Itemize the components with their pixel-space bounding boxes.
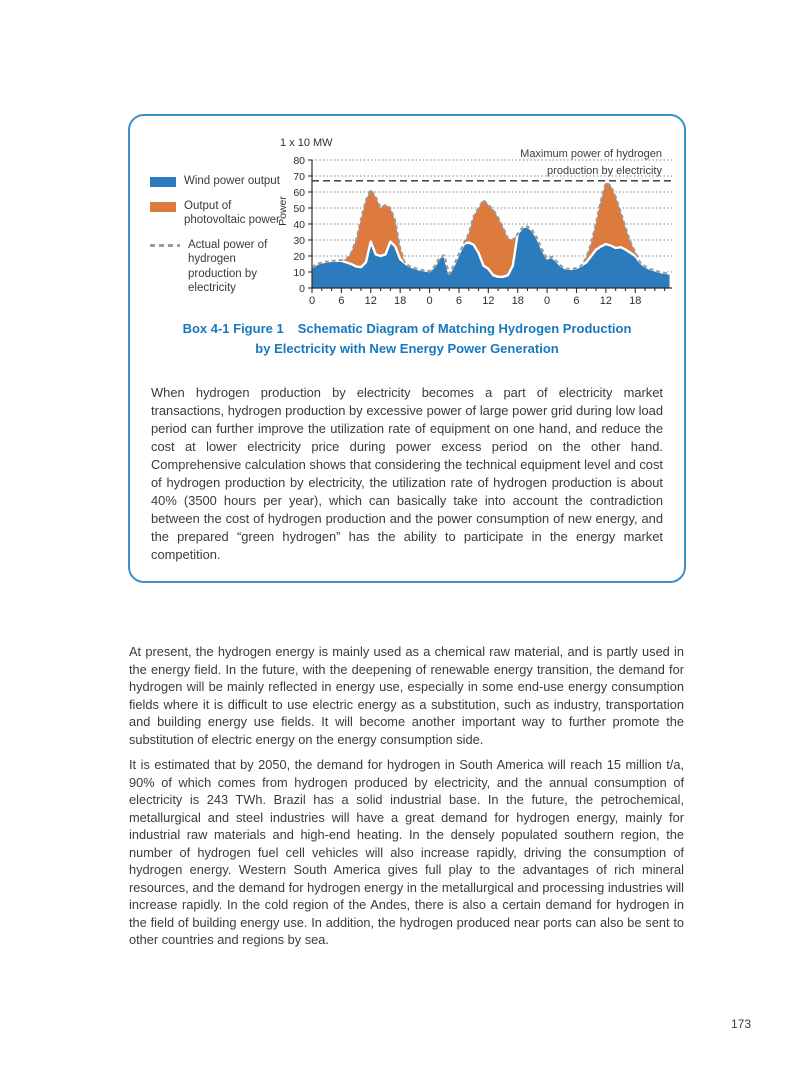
legend-label-actual: Actual power of hydrogen production by electricity: [188, 238, 268, 294]
chart-legend: [150, 174, 290, 306]
figure-box: [128, 114, 686, 583]
pv-power-swatch-icon: [150, 202, 176, 212]
svg-text:production by electricity: production by electricity: [547, 165, 662, 177]
legend-label-wind: Wind power output: [184, 175, 280, 187]
chart-area: [130, 116, 684, 316]
svg-text:20: 20: [293, 250, 305, 263]
svg-text:0: 0: [299, 282, 305, 295]
svg-text:Maximum power of hydrogen: Maximum power of hydrogen: [520, 148, 662, 160]
legend-item-wind: [150, 174, 290, 189]
page-number: 173: [730, 1017, 751, 1031]
areas: [312, 182, 670, 288]
wind-power-swatch-icon: [150, 177, 176, 187]
svg-text:30: 30: [293, 234, 305, 247]
svg-text:6: 6: [573, 295, 580, 307]
legend-item-pv: [150, 199, 290, 228]
svg-text:50: 50: [293, 202, 305, 215]
svg-text:6: 6: [338, 295, 345, 307]
figure-caption: [130, 319, 684, 359]
body-text-section: [129, 643, 684, 949]
paragraph-1: At present, the hydrogen energy is mainly used as a chemical raw material, and is partly used in the energy field. In the future, with the deepening of renewable energy transition, the demand for hydrogen will be mainly reflected in energy use, especially in some end-use energy consumption fields where it is difficult to use electric energy as a substitution, such as industry, transportation and building energy use fields. It will become another important way to further promote the substitution of electric energy on the energy consumption side.: [129, 644, 684, 747]
svg-text:10: 10: [293, 266, 305, 279]
svg-text:80: 80: [293, 154, 305, 167]
svg-text:40: 40: [293, 218, 305, 231]
figure-caption-label: Box 4-1 Figure 1: [182, 321, 284, 336]
svg-text:0: 0: [308, 295, 316, 307]
svg-text:18: 18: [511, 295, 524, 307]
svg-text:12: 12: [599, 295, 613, 307]
svg-text:60: 60: [293, 186, 305, 199]
legend-item-actual: [150, 238, 290, 296]
svg-text:12: 12: [364, 295, 377, 307]
paragraph-2: It is estimated that by 2050, the demand for hydrogen in South America will reach 15 million t/a, 90% of which comes from hydrogen produced by electricity, and the annual consumption of electricity is 243 TWh. Brazil has a solid industrial base. In the future, the petrochemical, metallurgical and steel industries will have a great demand for hydrogen energy, mainly for industrial raw materials and high-end heating. In the densely populated southern region, the number of hydrogen fuel cell vehicles will also increase rapidly, driving the consumption of hydrogen energy. Western South America gives full play to the advantages of rich mineral resources, and the demand for hydrogen energy in the metallurgical and processing industries will increase rapidly. In the cold region of the Andes, there is also a certain demand for hydrogen in the field of building energy use. In addition, the hydrogen produced near ports can also be sent to other countries and regions by sea.: [129, 757, 684, 947]
figure-box-paragraph: When hydrogen production by electricity becomes a part of electricity market transactions, hydrogen production by excessive power of large power grid during low load period can further improve the utilization rate of equipment on one hand, and reduce the cost at lower electricity price during power excess period on the other hand. Comprehensive calculation shows that considering the technical equipment level and cost of hydrogen production by electricity, the utilization rate of hydrogen production is about 40% (3500 hours per year), which can basically take into account the contradiction between the cost of hydrogen production and the power consumption of new energy, and the prepared “green hydrogen” has the ability to participate in the energy market competition.: [151, 385, 663, 562]
svg-text:70: 70: [293, 170, 305, 183]
svg-text:18: 18: [394, 295, 407, 307]
max-power-annotation: [520, 148, 662, 177]
legend-label-pv: Output of photovoltaic power: [184, 199, 280, 226]
svg-text:0: 0: [544, 295, 551, 307]
chart-svg: [270, 130, 682, 320]
figure-caption-title: Schematic Diagram of Matching Hydrogen Production by Electricity with New Energy Power Generation: [255, 321, 632, 356]
svg-text:6: 6: [455, 295, 463, 307]
svg-text:18: 18: [629, 295, 642, 307]
actual-power-dashed-swatch-icon: [150, 244, 180, 247]
svg-text:1 x 10 MW: 1 x 10 MW: [280, 137, 333, 149]
svg-text:12: 12: [482, 295, 495, 307]
svg-text:Power: Power: [277, 196, 289, 226]
svg-text:0: 0: [426, 295, 433, 307]
